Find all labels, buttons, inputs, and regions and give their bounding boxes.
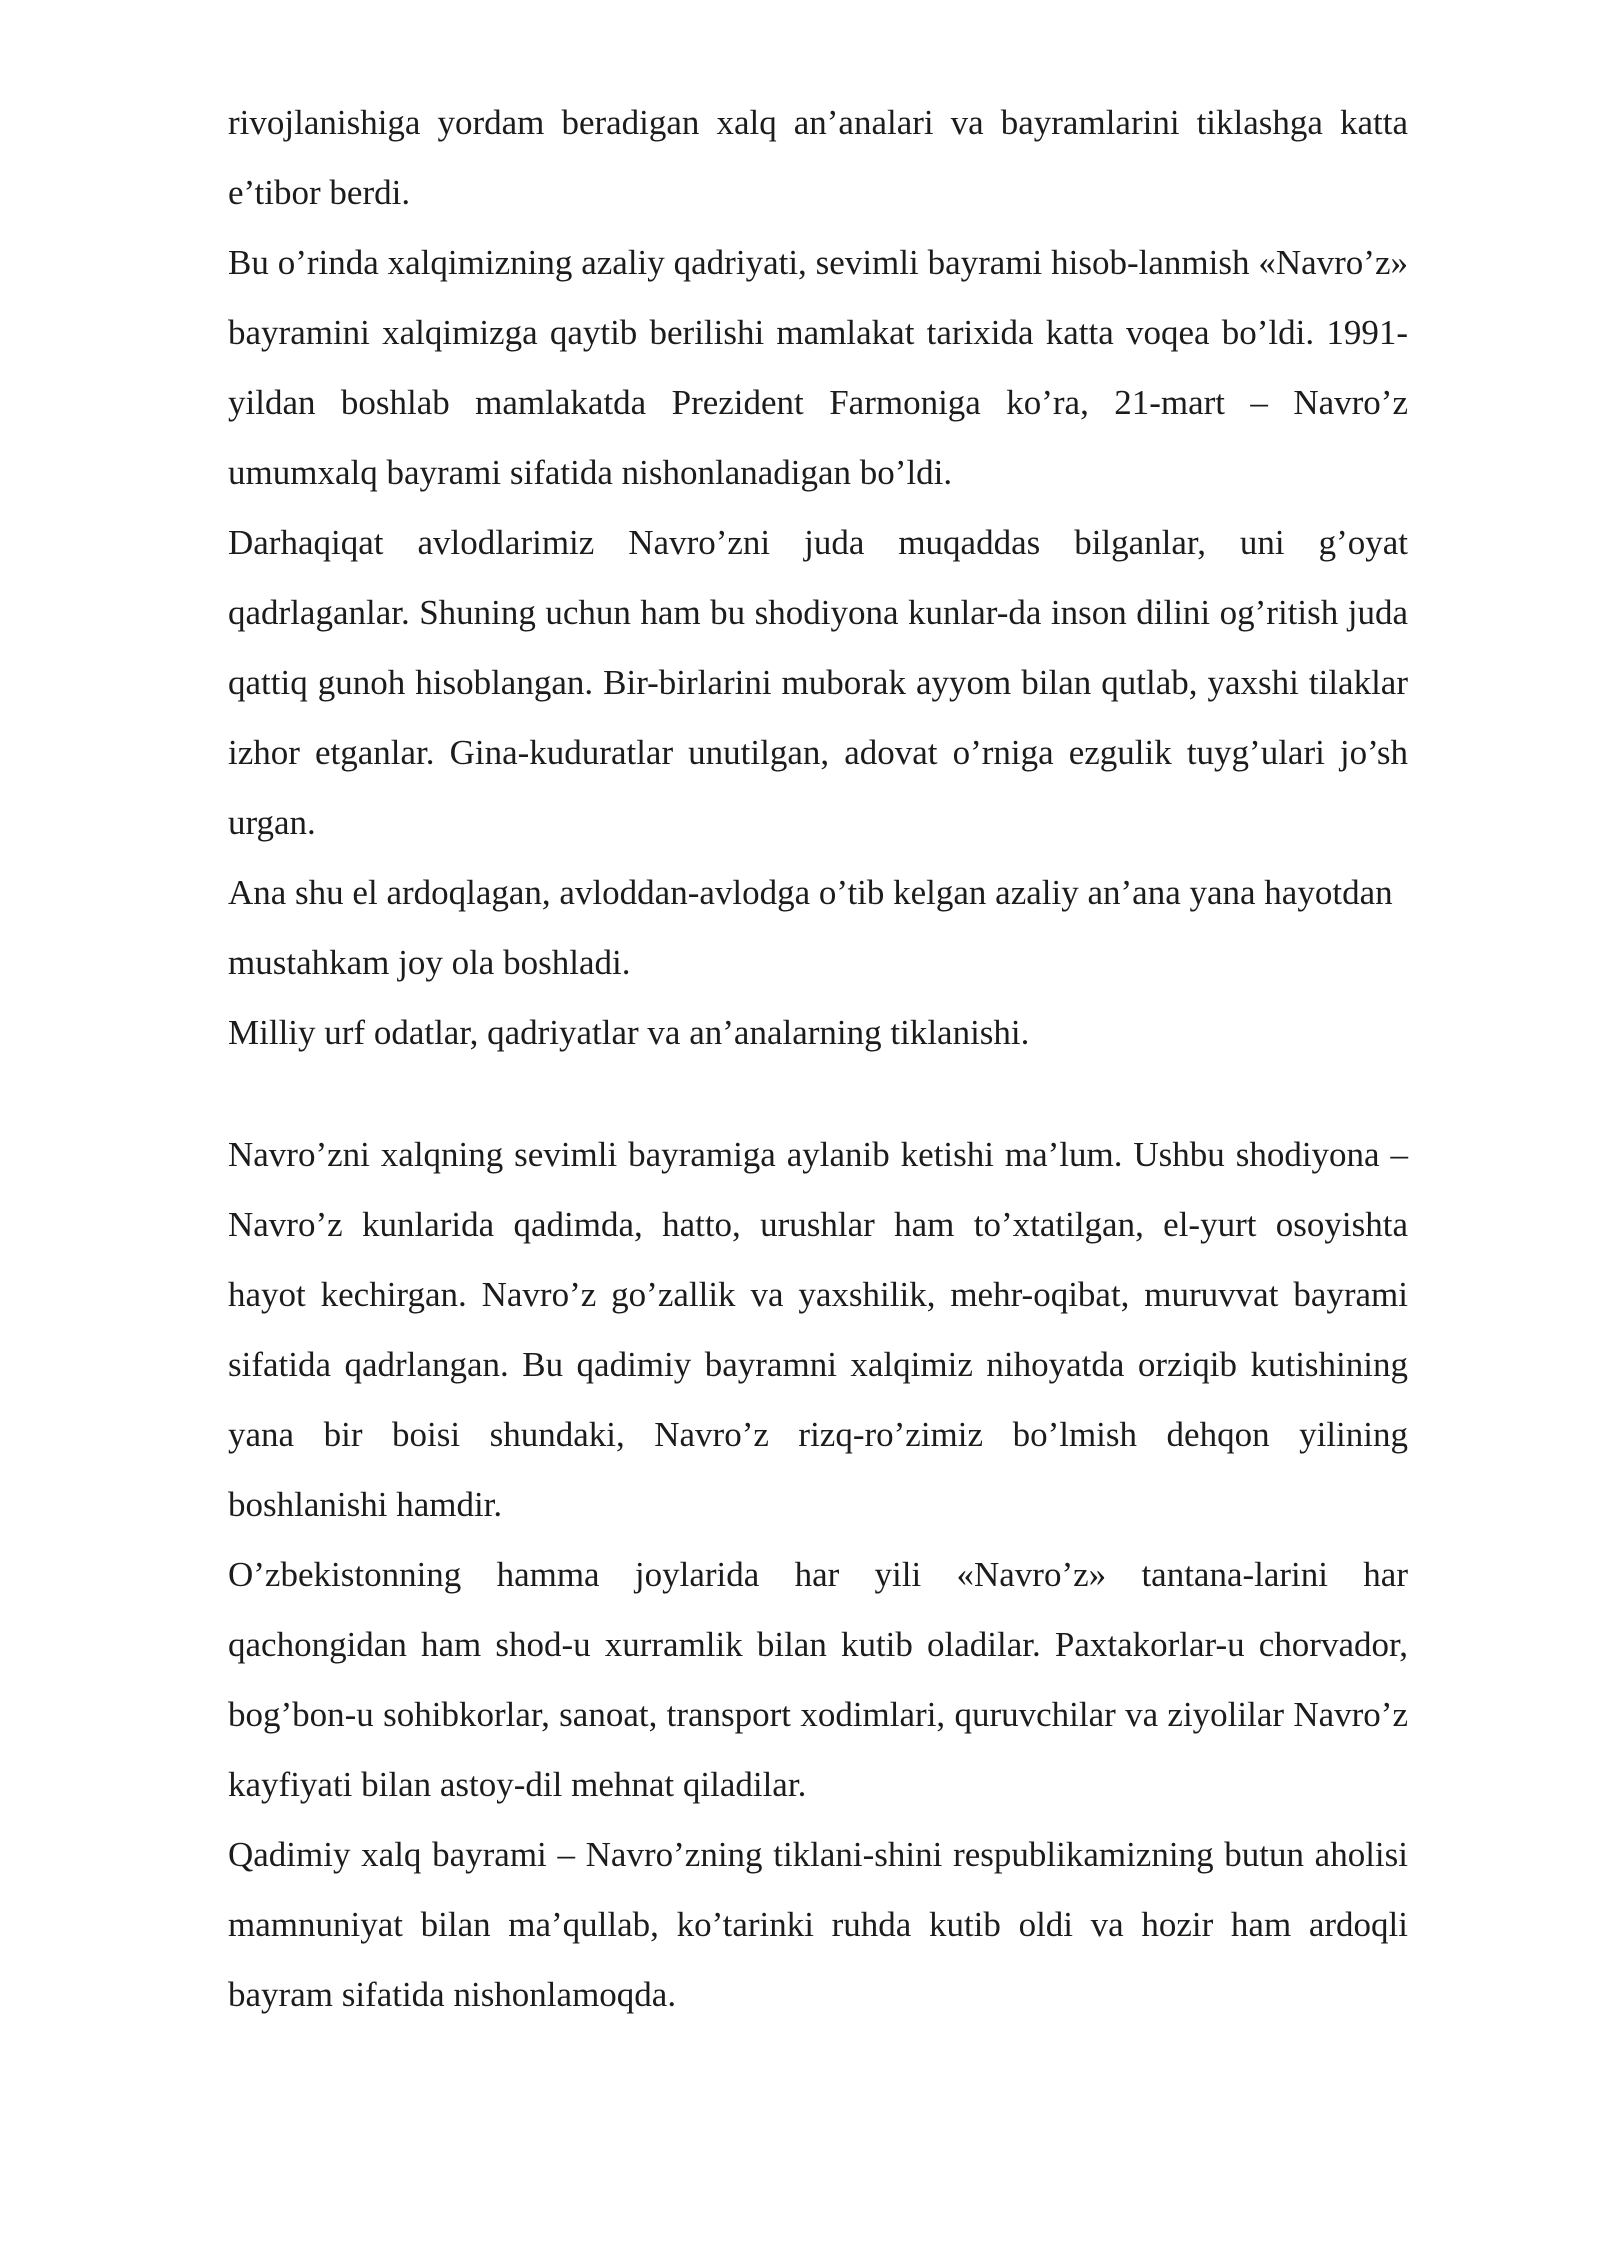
document-page xyxy=(228,88,1408,2030)
section-heading: Milliy urf odatlar, qadriyatlar va an’analarning tiklanishi. xyxy=(228,1013,1030,1052)
paragraph-1: rivojlanishiga yordam beradigan xalq an’analari va bayramlarini tiklashga katta e’tibor berdi. xyxy=(228,103,1408,212)
paragraph-3: Darhaqiqat avlodlarimiz Navro’zni juda muqaddas bilganlar, uni g’oyat qadrlaganlar. Shuning uchun ham bu shodiyona kunlar-da inson dilini og’ritish juda qattiq gunoh hisoblangan. Bir-birlarini muborak ayyom bilan qutlab, yaxshi tilaklar izhor etganlar. Gina-kuduratlar unutilgan, adovat o’rniga ezgulik tuyg’ulari jo’sh urgan. xyxy=(228,523,1408,842)
paragraph-5: Navro’zni xalqning sevimli bayramiga aylanib ketishi ma’lum. Ushbu shodiyona – Navro’z kunlarida qadimda, hatto, urushlar ham to’xtatilgan, el-yurt osoyishta hayot kechirgan. Navro’z go’zallik va yaxshilik, mehr-oqibat, muruvvat bayrami sifatida qadrlangan. Bu qadimiy bayramni xalqimiz nihoyatda orziqib kutishining yana bir boisi shundaki, Navro’z rizq-ro’zimiz bo’lmish dehqon yilining boshlanishi hamdir. xyxy=(228,1135,1408,1524)
paragraph-7: Qadimiy xalq bayrami – Navro’zning tiklani-shini respublikamizning butun aholisi mamnuniyat bilan ma’qullab, ko’tarinki ruhda kutib oldi va hozir ham ardoqli bayram sifatida nishonlamoqda. xyxy=(228,1835,1408,2014)
paragraph-4: Ana shu el ardoqlagan, avloddan-avlodga o’tib kelgan azaliy an’ana yana hayotdan mustahkam joy ola boshladi. xyxy=(228,873,1393,982)
paragraph-6: O’zbekistonning hamma joylarida har yili «Navro’z» tantana-larini har qachongidan ham shod-u xurramlik bilan kutib oladilar. Paxtakorlar-u chorvador, bog’bon-u sohibkorlar, sanoat, transport xodimlari, quruvchilar va ziyolilar Navro’z kayfiyati bilan astoy-dil mehnat qiladilar. xyxy=(228,1555,1408,1804)
paragraph-2: Bu o’rinda xalqimizning azaliy qadriyati, sevimli bayrami hisob-lanmish «Navro’z» bayramini xalqimizga qaytib berilishi mamlakat tarixida katta voqea bo’ldi. 1991-yildan boshlab mamlakatda Prezident Farmoniga ko’ra, 21-mart – Navro’z umumxalq bayrami sifatida nishonlanadigan bo’ldi. xyxy=(228,243,1408,492)
paragraph-gap xyxy=(228,1068,1408,1120)
